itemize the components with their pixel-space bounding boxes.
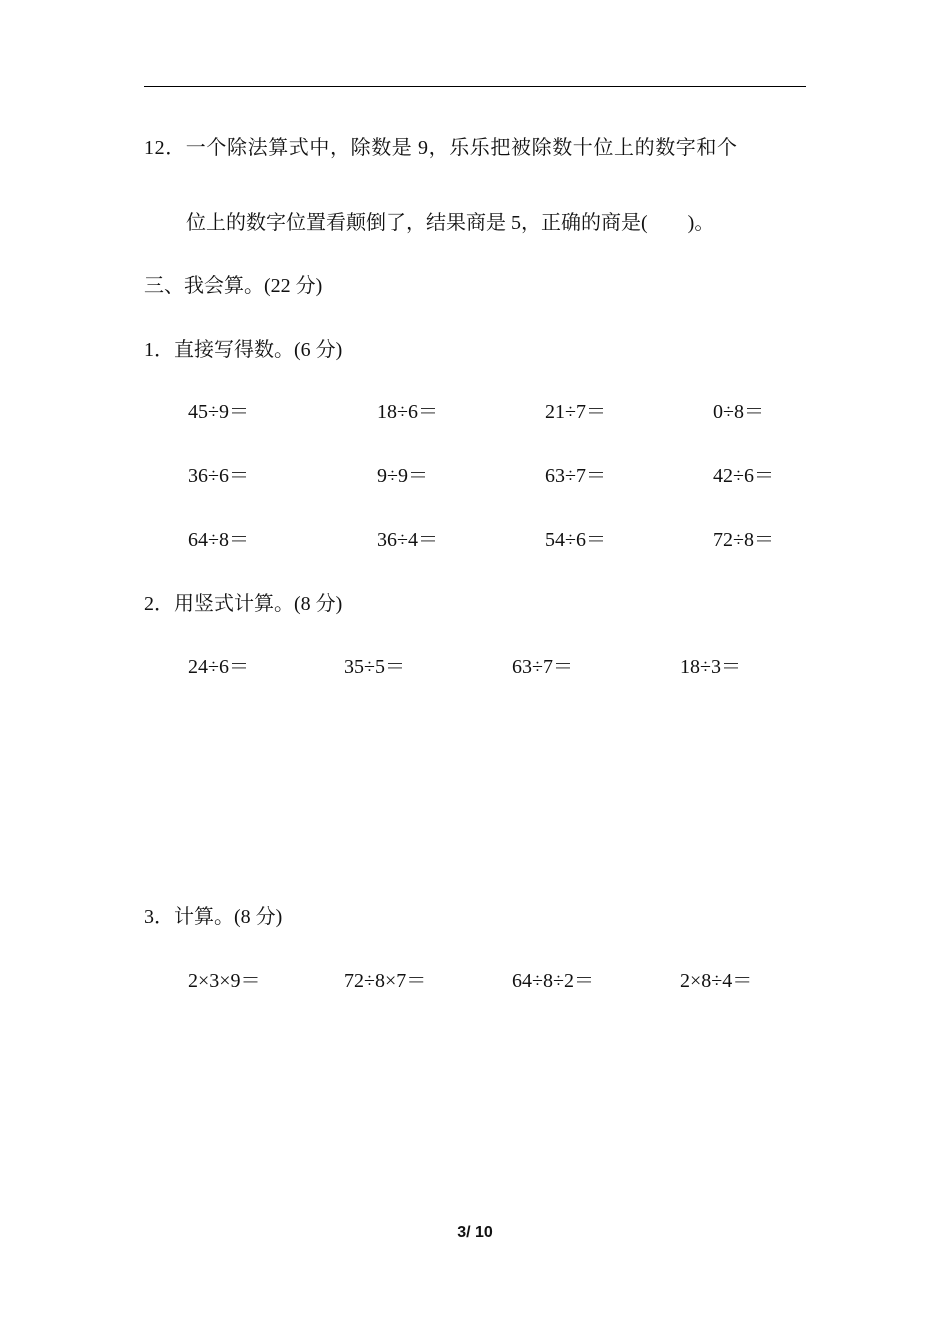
q1-item: 54÷6＝ [545, 529, 606, 551]
q2-item: 18÷3＝ [680, 656, 741, 678]
problem-12-line-2: 位上的数字位置看颠倒了，结果商是 5，正确的商是( )。 [186, 212, 715, 234]
q1-item: 0÷8＝ [713, 401, 764, 423]
q1-item: 36÷6＝ [188, 465, 249, 487]
q2-item: 63÷7＝ [512, 656, 573, 678]
page-number: 3/ 10 [457, 1224, 493, 1241]
q1-item: 9÷9＝ [377, 465, 428, 487]
q1-item: 45÷9＝ [188, 401, 249, 423]
q1-item: 42÷6＝ [713, 465, 774, 487]
q3-item: 2×3×9＝ [188, 970, 261, 992]
q3-item: 64÷8÷2＝ [512, 970, 594, 992]
q1-item: 18÷6＝ [377, 401, 438, 423]
q1-title: 1．直接写得数。(6 分) [144, 339, 343, 361]
q3-title: 3．计算。(8 分) [144, 906, 283, 928]
q1-item: 21÷7＝ [545, 401, 606, 423]
q2-title: 2．用竖式计算。(8 分) [144, 593, 343, 615]
q1-item: 64÷8＝ [188, 529, 249, 551]
q2-item: 24÷6＝ [188, 656, 249, 678]
q2-item: 35÷5＝ [344, 656, 405, 678]
q1-item: 63÷7＝ [545, 465, 606, 487]
header-rule [144, 86, 806, 87]
q1-item: 36÷4＝ [377, 529, 438, 551]
section-3-heading: 三、我会算。(22 分) [144, 275, 323, 297]
q1-item: 72÷8＝ [713, 529, 774, 551]
problem-12-line-1: 12．一个除法算式中，除数是 9，乐乐把被除数十位上的数字和个 [144, 137, 738, 159]
q3-item: 2×8÷4＝ [680, 970, 753, 992]
q3-item: 72÷8×7＝ [344, 970, 427, 992]
